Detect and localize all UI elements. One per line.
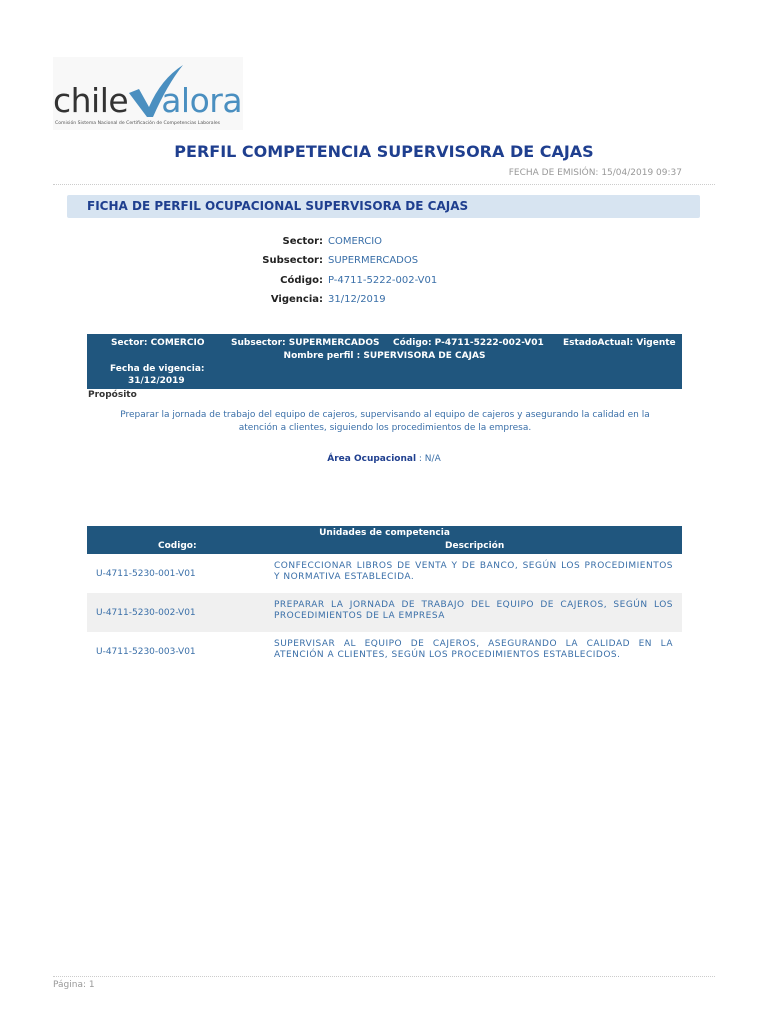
- field-value: 31/12/2019: [328, 294, 386, 305]
- field-subsector: [0, 255, 768, 273]
- emission-date: FECHA DE EMISIÓN: 15/04/2019 09:37: [508, 168, 682, 178]
- units-table-title: Unidades de competencia: [319, 528, 450, 538]
- column-header-descripcion: Descripción: [445, 541, 505, 551]
- area-value: : N/A: [416, 454, 441, 464]
- unit-description: SUPERVISAR AL EQUIPO DE CAJEROS, ASEGURANDO LA CALIDAD EN LA ATENCIÓN A CLIENTES, SEGÚN LOS PROCEDIMIENTOS ESTABLECIDOS.: [274, 639, 673, 660]
- field-vigencia: [0, 294, 768, 312]
- page-number: Página: 1: [53, 980, 95, 990]
- proposito-label: Propósito: [88, 390, 137, 400]
- area-label: Área Ocupacional: [327, 454, 417, 464]
- column-header-codigo: Codigo:: [158, 541, 197, 551]
- summary-sector: Sector: COMERCIO: [111, 338, 205, 348]
- summary-estado: EstadoActual: Vigente: [563, 338, 676, 348]
- logo-word-valora: alora: [161, 81, 243, 120]
- area-ocupacional: [0, 454, 768, 464]
- field-value: COMERCIO: [328, 236, 383, 247]
- header-divider: [53, 184, 715, 185]
- logo-word-chile: chile: [53, 81, 129, 120]
- table-row: [87, 593, 682, 632]
- unit-description: PREPARAR LA JORNADA DE TRABAJO DEL EQUIPO DE CAJEROS, SEGÚN LOS PROCEDIMIENTOS DE LA EMPRESA: [274, 600, 673, 621]
- chilevalora-logo: [53, 57, 243, 130]
- units-table-header: [87, 526, 682, 554]
- summary-fecha-label: Fecha de vigencia:: [110, 364, 205, 374]
- unit-description: CONFECCIONAR LIBROS DE VENTA Y DE BANCO, SEGÚN LOS PROCEDIMIENTOS Y NORMATIVA ESTABLECIDA.: [274, 561, 673, 582]
- field-label: Subsector:: [262, 255, 323, 266]
- field-value: SUPERMERCADOS: [328, 255, 419, 266]
- ficha-section-header: [67, 195, 700, 218]
- field-codigo: [0, 275, 768, 293]
- field-label: Código:: [280, 275, 323, 286]
- footer-divider: [53, 976, 715, 977]
- table-row: [87, 554, 682, 593]
- ficha-title: FICHA DE PERFIL OCUPACIONAL SUPERVISORA DE CAJAS: [87, 199, 469, 213]
- field-value: P-4711-5222-002-V01: [328, 275, 438, 286]
- field-sector: [0, 236, 768, 254]
- summary-codigo: Código: P-4711-5222-002-V01: [393, 338, 544, 348]
- logo-subtitle: Comisión Sistema Nacional de Certificación de Competencias Laborales: [55, 121, 221, 126]
- profile-summary-box: [87, 334, 682, 389]
- unit-code: U-4711-5230-002-V01: [96, 608, 196, 618]
- field-label: Vigencia:: [270, 294, 323, 305]
- check-mark-icon: [127, 63, 187, 119]
- proposito-text: Preparar la jornada de trabajo del equipo de cajeros, supervisando al equipo de cajeros y asegurando la calidad en la atención a clientes, siguiendo los procedimientos de la empresa.: [120, 410, 650, 433]
- summary-subsector: Subsector: SUPERMERCADOS: [231, 338, 380, 348]
- field-label: Sector:: [282, 236, 323, 247]
- table-row: [87, 632, 682, 671]
- unit-code: U-4711-5230-001-V01: [96, 569, 196, 579]
- unit-code: U-4711-5230-003-V01: [96, 647, 196, 657]
- summary-fecha-value: 31/12/2019: [128, 376, 185, 386]
- page-title: PERFIL COMPETENCIA SUPERVISORA DE CAJAS: [174, 142, 594, 161]
- summary-nombre: Nombre perfil : SUPERVISORA DE CAJAS: [283, 351, 486, 361]
